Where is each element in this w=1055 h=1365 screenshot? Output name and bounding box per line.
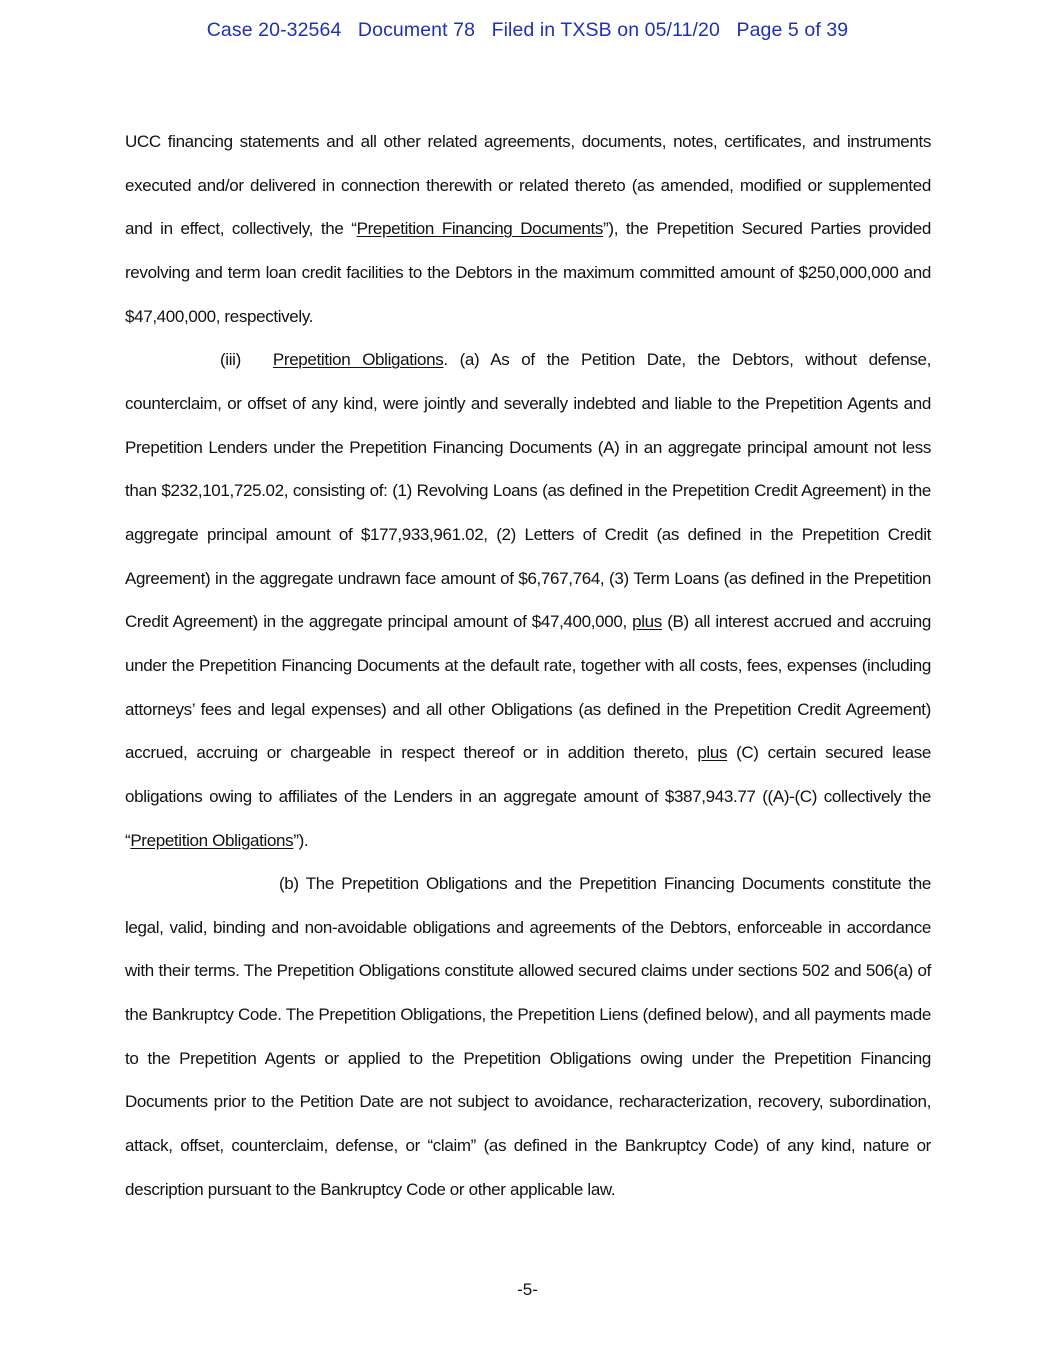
defined-term-prepetition-financing-documents: Prepetition Financing Documents: [356, 219, 604, 239]
paragraph-text: (C) certain secured lease obligations owing to affiliates of the Lenders in an aggregate amount of $387,943.77 ((A)-(C) collectively the “: [125, 743, 931, 850]
paragraph-continued: [125, 120, 931, 338]
document-body: [125, 120, 931, 1211]
page-number: -5-: [517, 1280, 538, 1299]
paragraph-text: UCC financing statements and all other related agreements, documents, notes, certificates, and instruments executed and/or delivered in connection therewith or related thereto (as amended, modified or supplemented and in effect, collectively, the “: [125, 132, 931, 239]
emphasis-plus: plus: [697, 743, 728, 763]
paragraph-text: (b) The Prepetition Obligations and the Prepetition Financing Documents constitute the legal, valid, binding and non-avoidable obligations and agreements of the Debtors, enforceable in accordance with their terms. The Prepetition Obligations constitute allowed secured claims under sections 502 and 506(a) of the Bankruptcy Code. The Prepetition Obligations, the Prepetition Liens (defined below), and all payments made to the Prepetition Agents or applied to the Prepetition Obligations owing under the Prepetition Financing Documents prior to the Petition Date are not subject to avoidance, recharacterization, recovery, subordination, attack, offset, counterclaim, defense, or “claim” (as defined in the Bankruptcy Code) of any kind, nature or description pursuant to the Bankruptcy Code or other applicable law.: [125, 874, 931, 1199]
emphasis-plus: plus: [632, 612, 662, 632]
paragraph-number: (iii): [220, 350, 241, 370]
section-heading-prepetition-obligations: Prepetition Obligations: [272, 350, 444, 370]
defined-term-prepetition-obligations: Prepetition Obligations: [130, 830, 294, 850]
paragraph-text: ”), the Prepetition Secured Parties provided revolving and term loan credit facilities to the Debtors in the maximum committed amount of $250,000,000 and $47,400,000, respectively.: [125, 219, 932, 326]
paragraph-b: [125, 862, 931, 1211]
court-filing-stamp: Case 20-32564 Document 78 Filed in TXSB on 05/11/20 Page 5 of 39: [206, 19, 849, 41]
paragraph-text: . (a) As of the Petition Date, the Debtors, without defense, counterclaim, or offset of any kind, were jointly and severally indebted and liable to the Prepetition Agents and Prepetition Lenders under the Prepetition Financing Documents (A) in an aggregate principal amount not less than $232,101,725.02, consisting of: (1) Revolving Loans (as defined in the Prepetition Credit Agreement) in the aggregate principal amount of $177,933,961.02, (2) Letters of Credit (as defined in the Prepetition Credit Agreement) in the aggregate undrawn face amount of $6,767,764, (3) Term Loans (as defined in the Prepetition Credit Agreement) in the aggregate principal amount of $47,400,000,: [125, 350, 931, 632]
paragraph-text: (B) all interest accrued and accruing under the Prepetition Financing Documents at the default rate, together with all costs, fees, expenses (including attorneys’ fees and legal expenses) and all other Obligations (as defined in the Prepetition Credit Agreement) accrued, accruing or chargeable in respect thereof or in addition thereto,: [125, 612, 931, 763]
paragraph-text: ”).: [293, 830, 309, 850]
paragraph-iii: [125, 338, 931, 862]
